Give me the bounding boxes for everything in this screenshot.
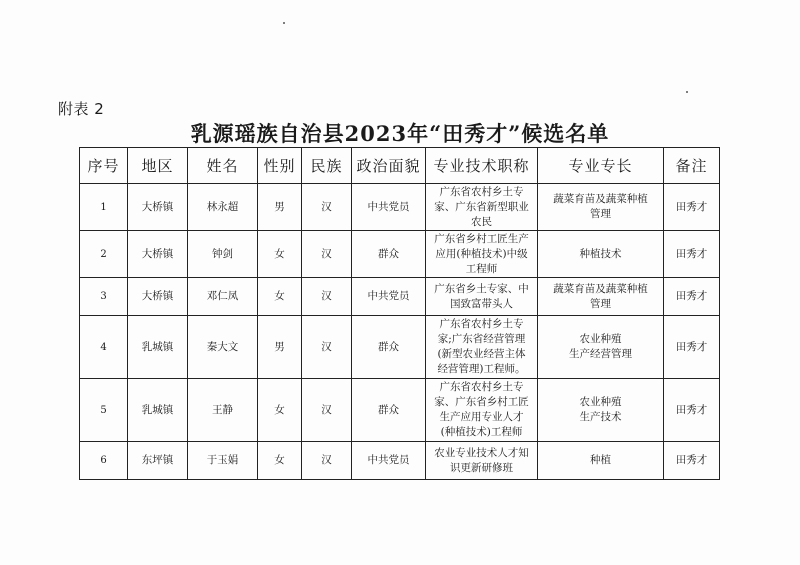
cell-title	[426, 442, 538, 480]
title-line: 广东省农村乡土专	[439, 381, 524, 393]
cell-political: 中共党员	[352, 278, 426, 316]
cell-name: 秦大文	[188, 316, 258, 379]
specialty-line: 种植技术	[579, 247, 622, 260]
scan-speck	[283, 22, 285, 24]
header-specialty: 专业专长	[538, 148, 664, 184]
cell-political: 群众	[352, 231, 426, 278]
candidate-table	[79, 147, 720, 480]
header-gender: 性别	[258, 148, 302, 184]
specialty-line: 农业种殖	[579, 333, 622, 345]
cell-political: 群众	[352, 316, 426, 379]
header-area: 地区	[128, 148, 188, 184]
cell-political: 群众	[352, 379, 426, 442]
title-line: 家、广东省乡村工匠	[434, 396, 529, 408]
cell-specialty	[538, 379, 664, 442]
title-line: 家、广东省新型职业	[434, 200, 529, 213]
table-row	[80, 278, 720, 316]
cell-title	[426, 316, 538, 379]
cell-gender: 男	[258, 184, 302, 231]
cell-specialty	[538, 442, 664, 480]
table-row	[80, 379, 720, 442]
cell-ethnicity: 汉	[302, 379, 352, 442]
title-line: 广东省农村乡土专	[439, 318, 524, 330]
specialty-line: 蔬菜育苗及蔬菜种植	[553, 282, 648, 295]
cell-area: 大桥镇	[128, 278, 188, 316]
specialty-line: 生产技术	[579, 411, 622, 423]
table-row	[80, 442, 720, 480]
cell-ethnicity: 汉	[302, 316, 352, 379]
cell-political: 中共党员	[352, 184, 426, 231]
cell-note: 田秀才	[664, 379, 720, 442]
header-political: 政治面貌	[352, 148, 426, 184]
cell-specialty	[538, 184, 664, 231]
cell-ethnicity: 汉	[302, 442, 352, 480]
specialty-line: 管理	[590, 208, 611, 220]
cell-seq: 4	[80, 316, 128, 379]
title-line: 经营管理)工程师。	[437, 363, 526, 375]
title-line: 国致富带头人	[450, 297, 513, 310]
cell-ethnicity: 汉	[302, 278, 352, 316]
table-header-row	[80, 148, 720, 184]
cell-specialty	[538, 231, 664, 278]
cell-title	[426, 184, 538, 231]
title-line: 广东省农村乡土专	[439, 185, 524, 198]
cell-gender: 女	[258, 278, 302, 316]
document-title: 乳源瑶族自治县2023年“田秀才”候选名单	[190, 121, 610, 146]
cell-area: 乳城镇	[128, 316, 188, 379]
title-line: (新型农业经营主体	[437, 348, 526, 360]
cell-seq: 5	[80, 379, 128, 442]
cell-area: 大桥镇	[128, 231, 188, 278]
cell-area: 东坪镇	[128, 442, 188, 480]
cell-area: 大桥镇	[128, 184, 188, 231]
header-name: 姓名	[188, 148, 258, 184]
cell-gender: 女	[258, 442, 302, 480]
cell-specialty	[538, 316, 664, 379]
title-line: 识更新研修班	[450, 461, 513, 474]
title-line: 生产应用专业人才	[439, 411, 524, 423]
title-line: 农业专业技术人才知	[434, 446, 529, 459]
cell-ethnicity: 汉	[302, 184, 352, 231]
cell-political: 中共党员	[352, 442, 426, 480]
specialty-line: 蔬菜育苗及蔬菜种植	[553, 193, 648, 205]
cell-name: 王静	[188, 379, 258, 442]
cell-name: 林永超	[188, 184, 258, 231]
cell-name: 于玉娟	[188, 442, 258, 480]
title-line: 广东省乡土专家、中	[434, 282, 529, 295]
cell-name: 邓仁凤	[188, 278, 258, 316]
specialty-line: 农业种殖	[579, 396, 622, 408]
cell-gender: 男	[258, 316, 302, 379]
cell-note: 田秀才	[664, 442, 720, 480]
table-row	[80, 184, 720, 231]
cell-title	[426, 278, 538, 316]
cell-area: 乳城镇	[128, 379, 188, 442]
table-row	[80, 231, 720, 278]
cell-seq: 6	[80, 442, 128, 480]
title-line: 应用(种植技术)中级	[435, 247, 528, 260]
title-line: 广东省乡村工匠生产	[434, 232, 529, 245]
cell-name: 钟剑	[188, 231, 258, 278]
cell-note: 田秀才	[664, 184, 720, 231]
title-line: 工程师	[465, 262, 498, 275]
cell-seq: 3	[80, 278, 128, 316]
cell-note: 田秀才	[664, 278, 720, 316]
cell-title	[426, 231, 538, 278]
cell-note: 田秀才	[664, 316, 720, 379]
specialty-line: 种植	[590, 454, 611, 466]
specialty-line: 管理	[590, 297, 611, 310]
title-line: 农民	[471, 215, 492, 228]
cell-ethnicity: 汉	[302, 231, 352, 278]
cell-gender: 女	[258, 379, 302, 442]
cell-title	[426, 379, 538, 442]
header-title: 专业技术职称	[426, 148, 538, 184]
specialty-line: 生产经营管理	[569, 348, 632, 360]
cell-note: 田秀才	[664, 231, 720, 278]
scan-speck	[686, 91, 688, 93]
header-note: 备注	[664, 148, 720, 184]
table-row	[80, 316, 720, 379]
header-seq: 序号	[80, 148, 128, 184]
cell-seq: 1	[80, 184, 128, 231]
header-ethnicity: 民族	[302, 148, 352, 184]
cell-specialty	[538, 278, 664, 316]
title-line: 家;广东省经营管理	[437, 333, 526, 345]
cell-seq: 2	[80, 231, 128, 278]
title-line: (种植技术)工程师	[440, 426, 523, 438]
appendix-label: 附表 2	[58, 100, 105, 118]
cell-gender: 女	[258, 231, 302, 278]
